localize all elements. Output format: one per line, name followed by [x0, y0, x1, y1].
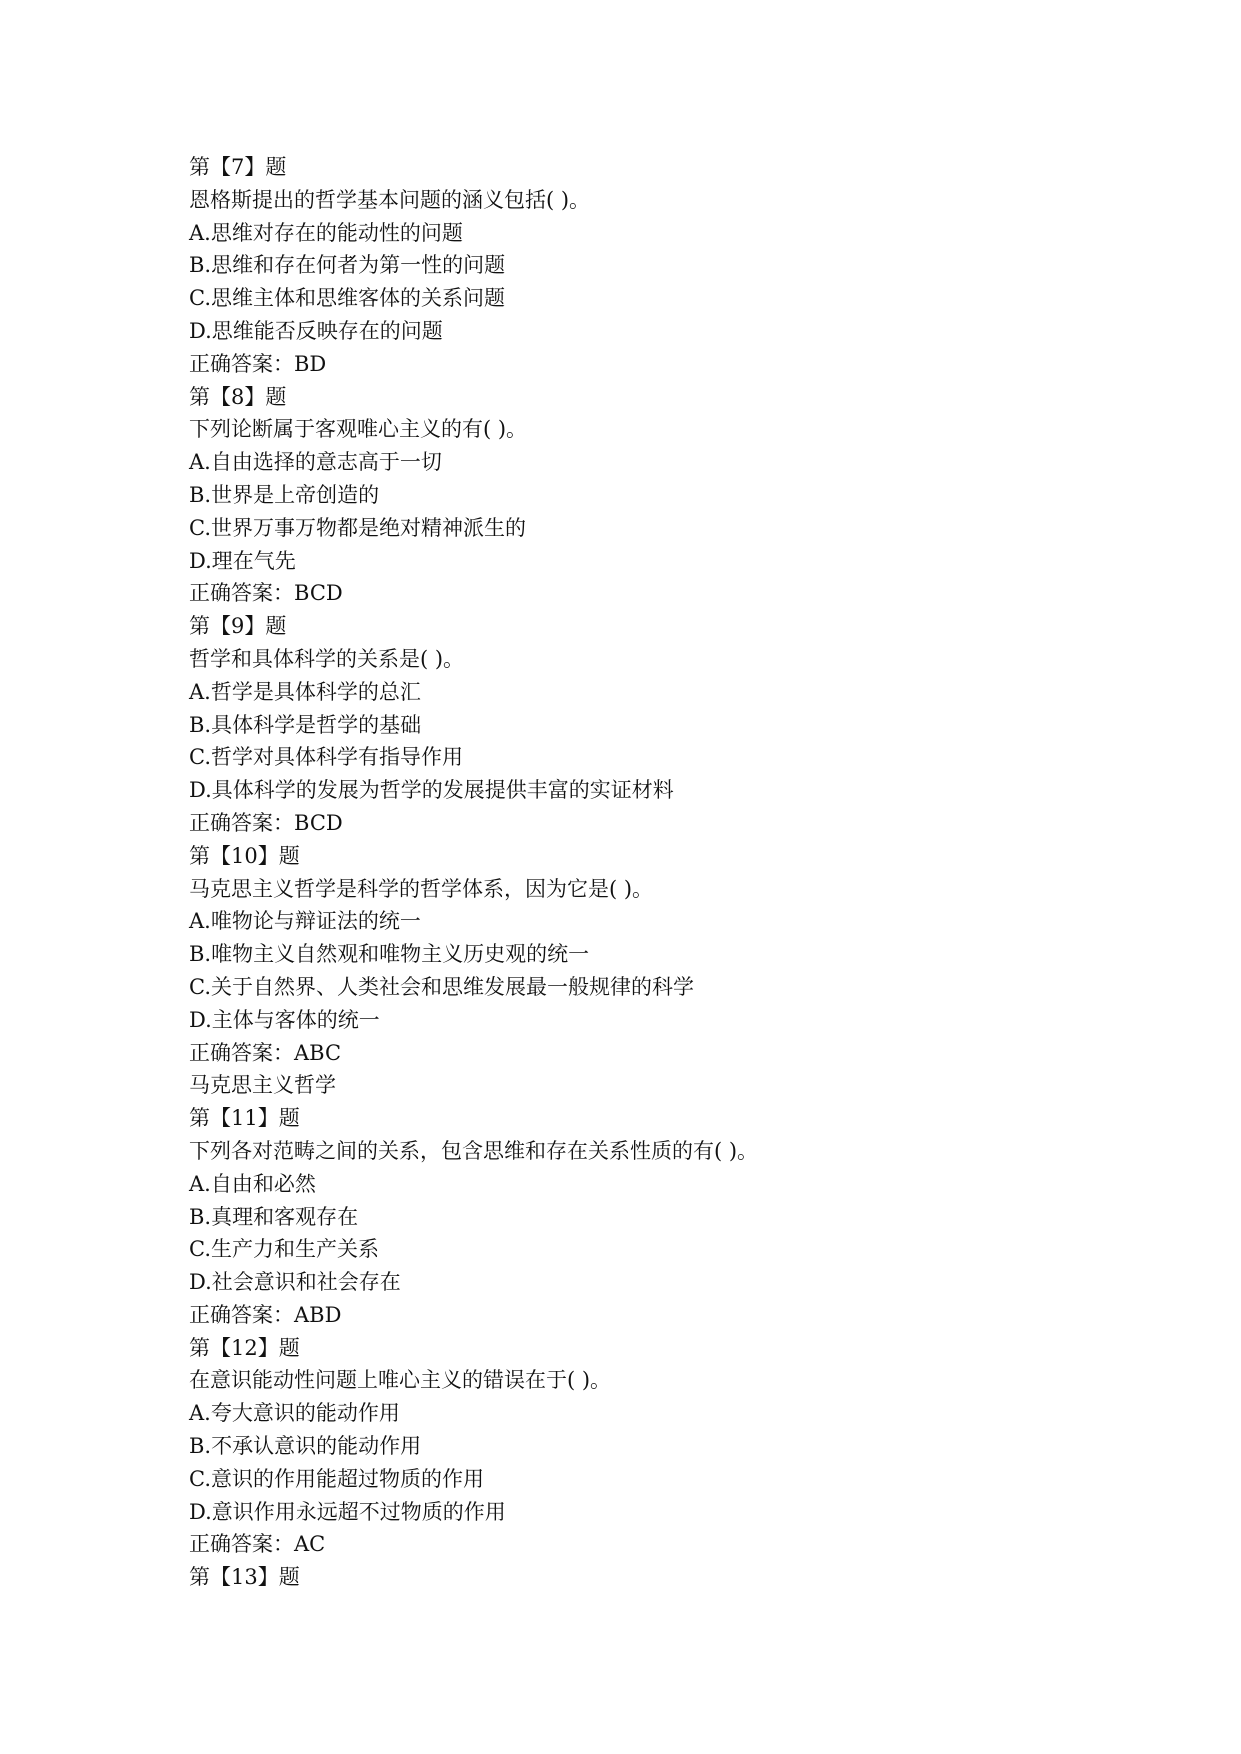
option-a: A.自由选择的意志高于一切: [189, 450, 442, 475]
option-b: B.不承认意识的能动作用: [189, 1434, 422, 1459]
option-c: C.意识的作用能超过物质的作用: [189, 1466, 484, 1491]
option-a: A.夸大意识的能动作用: [189, 1401, 400, 1426]
option-c: C.哲学对具体科学有指导作用: [189, 745, 463, 770]
option-d: D.意识作用永远超不过物质的作用: [189, 1499, 506, 1524]
option-c: C.关于自然界、人类社会和思维发展最一般规律的科学: [189, 974, 694, 999]
question-text: 马克思主义哲学是科学的哲学体系，因为它是( )。: [189, 876, 654, 901]
question-heading: 第【8】题: [189, 384, 287, 409]
question-text: 哲学和具体科学的关系是( )。: [189, 646, 465, 671]
option-d: D.理在气先: [189, 548, 296, 573]
option-c: C.生产力和生产关系: [189, 1237, 379, 1262]
document-body: [189, 151, 1089, 1594]
answer-line: 正确答案：AC: [189, 1532, 326, 1557]
question-heading: 第【9】题: [189, 614, 287, 639]
question-text: 恩格斯提出的哲学基本问题的涵义包括( )。: [189, 187, 591, 212]
question-text: 在意识能动性问题上唯心主义的错误在于( )。: [189, 1368, 612, 1393]
option-b: B.思维和存在何者为第一性的问题: [189, 253, 506, 278]
answer-line: 正确答案：BCD: [189, 810, 343, 835]
answer-line: 正确答案：ABD: [189, 1302, 342, 1327]
option-a: A.哲学是具体科学的总汇: [189, 679, 421, 704]
option-c: C.世界万事万物都是绝对精神派生的: [189, 515, 526, 540]
question-heading: 第【13】题: [189, 1565, 300, 1590]
option-d: D.社会意识和社会存在: [189, 1270, 401, 1295]
answer-line: 正确答案：BCD: [189, 581, 343, 606]
option-c: C.思维主体和思维客体的关系问题: [189, 286, 505, 311]
option-a: A.唯物论与辩证法的统一: [189, 909, 421, 934]
option-b: B.世界是上帝创造的: [189, 482, 380, 507]
question-heading: 第【12】题: [189, 1335, 300, 1360]
option-b: B.真理和客观存在: [189, 1204, 359, 1229]
question-heading: 第【7】题: [189, 155, 287, 179]
answer-line: 正确答案：BD: [189, 351, 327, 376]
answer-line: 正确答案：ABC: [189, 1040, 342, 1065]
option-a: A.自由和必然: [189, 1171, 316, 1196]
question-text: 下列论断属于客观唯心主义的有( )。: [189, 417, 528, 442]
question-heading: 第【11】题: [189, 1106, 300, 1131]
option-a: A.思维对存在的能动性的问题: [189, 220, 463, 245]
question-heading: 第【10】题: [189, 843, 300, 868]
option-b: B.具体科学是哲学的基础: [189, 712, 422, 737]
option-d: D.主体与客体的统一: [189, 1007, 380, 1032]
option-d: D.思维能否反映存在的问题: [189, 318, 443, 343]
option-b: B.唯物主义自然观和唯物主义历史观的统一: [189, 942, 590, 967]
section-label: 马克思主义哲学: [189, 1073, 336, 1098]
option-d: D.具体科学的发展为哲学的发展提供丰富的实证材料: [189, 778, 674, 803]
question-text: 下列各对范畴之间的关系，包含思维和存在关系性质的有( )。: [189, 1138, 759, 1163]
